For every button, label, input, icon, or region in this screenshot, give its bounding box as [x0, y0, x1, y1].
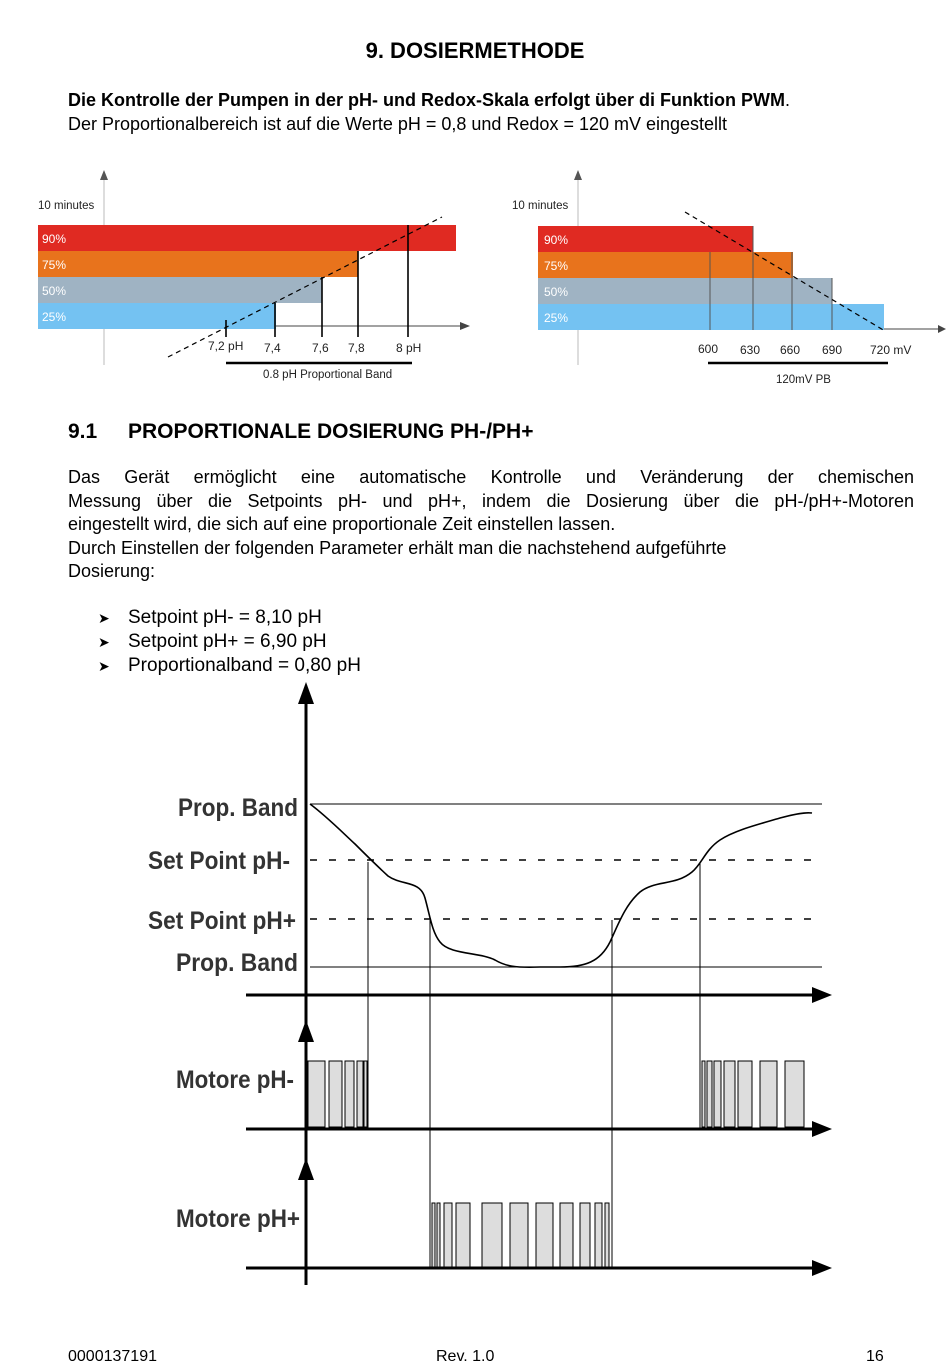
pulse [724, 1061, 735, 1127]
redox-band-label: 120mV PB [776, 374, 831, 386]
pulse [605, 1203, 609, 1267]
redox-tick-label-690: 690 [822, 343, 843, 357]
ph-tick-label-8: 8 pH [396, 341, 422, 355]
redox-tick-label-660: 660 [780, 343, 801, 357]
pulse [595, 1203, 602, 1267]
ph-band-label: 0.8 pH Proportional Band [263, 369, 393, 381]
intro-bold-text: Die Kontrolle der Pumpen in der pH- und Redox-Skala erfolgt über di Funktion PWM [68, 90, 786, 110]
list-item-text: Setpoint pH+ = 6,90 pH [128, 631, 327, 652]
ph-bar-label-50: 50% [42, 284, 67, 298]
pulse [308, 1061, 325, 1127]
dosing-timing-diagram [140, 680, 840, 1290]
section-number: 9.1 [68, 420, 98, 443]
motor-minus-pulses [308, 1061, 804, 1127]
prop-band-bottom-label: Prop. Band [176, 949, 298, 977]
redox-bar-label-90: 90% [544, 233, 569, 247]
ph-curve [310, 804, 812, 967]
redox-bar-75 [538, 252, 793, 278]
motor-plus-label: Motore pH+ [176, 1205, 300, 1233]
ph-time-label: 10 minutes [38, 200, 95, 212]
redox-tick-label-630: 630 [740, 343, 761, 357]
pulse [345, 1061, 354, 1127]
ph-bar-90 [38, 225, 456, 251]
motor-minus-axis-arrow [298, 1020, 314, 1042]
ph-x-axis-arrow [460, 322, 470, 330]
intro-line-2: Der Proportionalbereich ist auf die Werte pH = 0,8 und Redox = 120 mV eingestellt [68, 114, 728, 134]
redox-x-axis-arrow [938, 325, 946, 333]
ph-y-axis-arrow [100, 170, 108, 180]
pulse [482, 1203, 502, 1267]
ph-bar-50 [38, 277, 322, 303]
motor-plus-pulses [432, 1203, 609, 1267]
redox-tick-label-720: 720 mV [870, 343, 912, 357]
footer-page-number: 16 [866, 1348, 884, 1365]
list-item [98, 630, 361, 654]
parameter-list [98, 606, 361, 678]
list-item [98, 654, 361, 678]
paragraph-line: Das Gerät ermöglicht eine automatische Kontrolle und Veränderung der chemischen [68, 467, 914, 487]
list-item-text: Setpoint pH- = 8,10 pH [128, 607, 322, 628]
ph-bar-label-75: 75% [42, 258, 67, 272]
ph-tick-label-74: 7,4 [264, 341, 281, 355]
redox-time-label: 10 minutes [512, 200, 569, 212]
prop-band-top-label: Prop. Band [178, 793, 298, 823]
pulse [444, 1203, 452, 1267]
motor-plus-x-axis-arrow [812, 1260, 832, 1276]
paragraph-line: Messung über die Setpoints pH- und pH+, indem die Dosierung über die pH-/pH+-Motoren [68, 490, 914, 511]
motor-minus-x-axis-arrow [812, 1121, 832, 1137]
intro-line-1 [68, 90, 790, 111]
pulse [432, 1203, 435, 1267]
redox-tick-label-600: 600 [698, 342, 719, 356]
ph-pwm-figure [30, 165, 480, 385]
redox-bar-label-50: 50% [544, 285, 569, 299]
ph-bar-75 [38, 251, 358, 277]
ph-bar-label-25: 25% [42, 310, 67, 324]
pulse [760, 1061, 777, 1127]
pulse [560, 1203, 573, 1267]
motor-plus-axis-arrow [298, 1158, 314, 1180]
page-title: 9. DOSIERMETHODE [365, 38, 585, 63]
pulse [329, 1061, 342, 1127]
pulse [738, 1061, 752, 1127]
pulse [714, 1061, 721, 1127]
pulse [437, 1203, 440, 1267]
pulse [785, 1061, 804, 1127]
intro-period: . [785, 90, 791, 110]
redox-bar-90 [538, 226, 753, 252]
ph-bar-label-90: 90% [42, 232, 67, 246]
paragraph-line: eingestellt wird, die sich auf eine proportionale Zeit einstellen lassen. [68, 514, 616, 534]
setpoint-plus-label: Set Point pH+ [148, 907, 296, 935]
redox-bar-50 [538, 278, 832, 304]
pulse [536, 1203, 553, 1267]
redox-y-axis-arrow [574, 170, 582, 180]
paragraph-line: Dosierung: [68, 561, 156, 581]
setpoint-minus-label: Set Point pH- [148, 847, 290, 875]
pulse [702, 1061, 705, 1127]
redox-bar-label-25: 25% [544, 311, 569, 325]
pulse [510, 1203, 528, 1267]
arrow-bullet-icon: ➤ [98, 610, 110, 626]
pulse [456, 1203, 470, 1267]
ph-curve-x-axis-arrow [812, 987, 832, 1003]
arrow-bullet-icon: ➤ [98, 658, 110, 674]
arrow-bullet-icon: ➤ [98, 634, 110, 650]
redox-bar-label-75: 75% [544, 259, 569, 273]
section-title: PROPORTIONALE DOSIERUNG PH-/PH+ [128, 420, 534, 443]
motor-minus-label: Motore pH- [176, 1066, 294, 1094]
list-item [98, 606, 361, 630]
redox-pwm-figure [500, 165, 950, 390]
paragraph-line: Durch Einstellen der folgenden Parameter erhält man die nachstehend aufgeführte [68, 537, 727, 558]
section-paragraph [68, 466, 914, 584]
pulse [357, 1061, 363, 1127]
pulse [364, 1061, 367, 1127]
pulse [580, 1203, 590, 1267]
footer-doc-number: 0000137191 [68, 1348, 157, 1365]
pulse [707, 1061, 712, 1127]
ph-tick-label-78: 7,8 [348, 341, 365, 355]
ph-bar-25 [38, 303, 276, 329]
list-item-text: Proportionalband = 0,80 pH [128, 655, 361, 676]
ph-tick-label-72: 7,2 pH [208, 339, 244, 353]
ph-tick-label-76: 7,6 [312, 341, 329, 355]
section-heading [68, 420, 533, 444]
diagram-y-axis-arrow [298, 682, 314, 704]
footer-revision: Rev. 1.0 [436, 1348, 495, 1365]
